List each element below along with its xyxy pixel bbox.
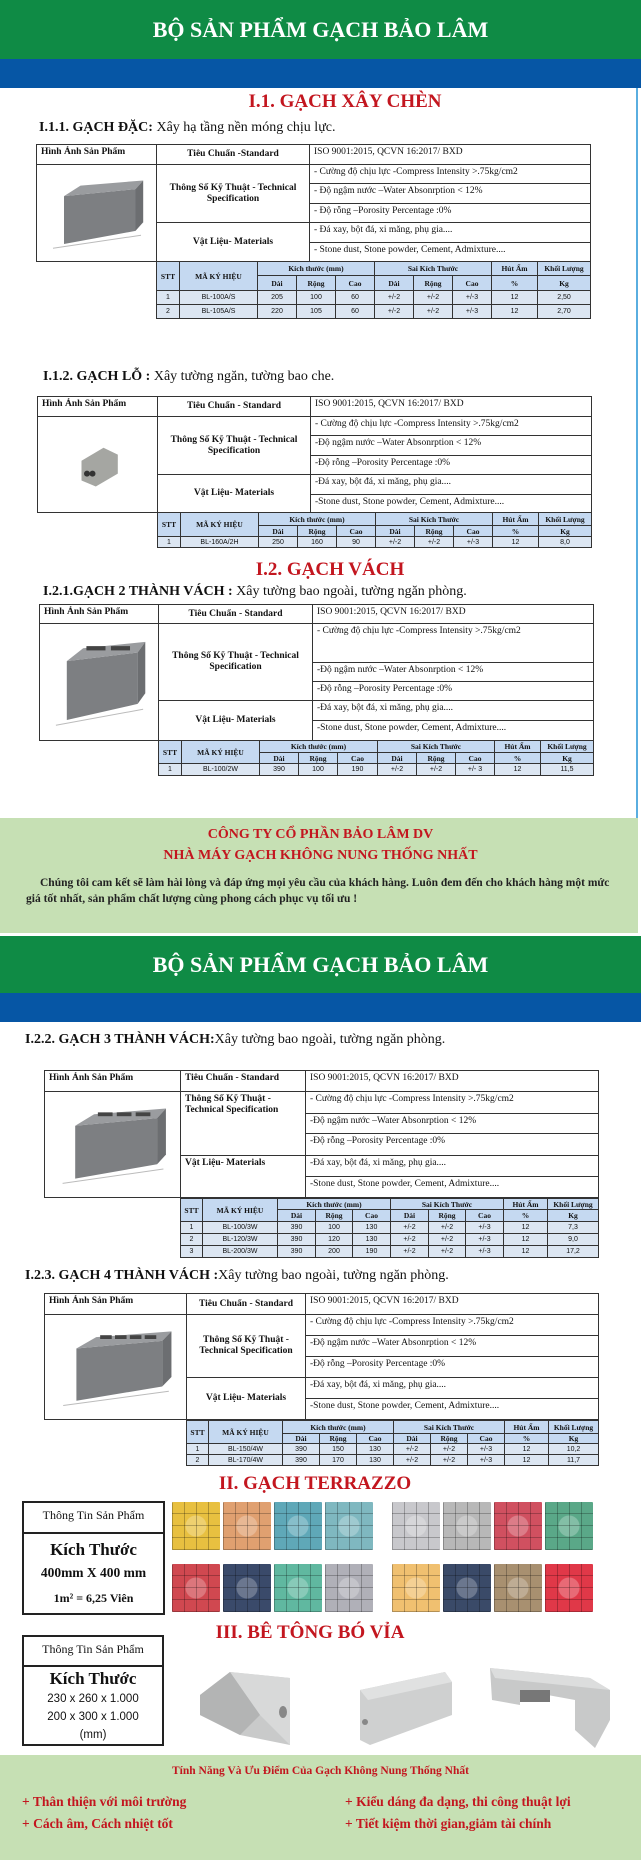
spec-cell: +/-3	[465, 1221, 504, 1234]
spec-header-stt: STT	[180, 1198, 203, 1222]
materials-label-cell: Vật Liệu- Materials	[157, 474, 311, 513]
spec-header-size: Kích thước (mm)	[257, 261, 375, 276]
materials-label-cell: Vật Liệu- Materials	[158, 700, 313, 741]
section-title-ii: II. GẠCH TERRAZZO	[218, 1473, 412, 1494]
spec-subheader: Dài	[259, 752, 299, 764]
spec-value-cell: ISO 9001:2015, QCVN 16:2017/ BXD	[310, 396, 592, 417]
spec-header-code: MÃ KÝ HIỆU	[180, 512, 259, 537]
section-title-i1: I.1. GẠCH XÂY CHÈN	[248, 91, 442, 112]
spec-cell: 17,2	[547, 1245, 599, 1258]
terrazzo-tile	[392, 1564, 440, 1612]
spec-subheader: Dài	[277, 1209, 316, 1222]
spec-cell: 250	[258, 536, 298, 548]
brick-image	[43, 422, 153, 508]
terrazzo-tile	[545, 1564, 593, 1612]
spec-value-cell: -Độ ngậm nước –Water Absonrption < 12%	[312, 662, 594, 682]
spec-cell: +/-2	[377, 763, 417, 776]
spec-value-cell: -Stone dust, Stone powder, Cement, Admixture....	[312, 720, 594, 741]
heading-code: I.2.3. GẠCH 4 THÀNH VÁCH :	[25, 1268, 219, 1283]
spec-cell: 2,70	[537, 304, 591, 319]
spec-cell: +/-2	[375, 536, 415, 548]
spec-cell: +/-2	[428, 1245, 466, 1258]
spec-cell: BL-160A/2H	[180, 536, 259, 548]
spec-value-cell: ISO 9001:2015, QCVN 16:2017/ BXD	[309, 144, 591, 165]
spec-cell: +/-2	[413, 304, 453, 319]
feature-item: + Tiết kiệm thời gian,giảm tài chính	[345, 1816, 552, 1831]
spec-value-cell: -Độ rỗng –Porosity Percentage :0%	[310, 455, 592, 475]
spec-cell: 10,2	[548, 1443, 599, 1455]
spec-cell: 170	[319, 1454, 357, 1466]
image-header-cell: Hình Ảnh Sản Phẩm	[36, 144, 157, 165]
spec-cell: BL-100A/S	[179, 290, 258, 305]
terrazzo-tile	[325, 1502, 373, 1550]
spec-cell: +/-3	[452, 290, 492, 305]
spec-cell: 12	[491, 290, 538, 305]
spec-cell: 190	[337, 763, 378, 776]
spec-header-absorption: Hút Ẩm	[504, 1420, 549, 1434]
spec-value-cell: - Stone dust, Stone powder, Cement, Admixture....	[309, 242, 591, 262]
terrazzo-tile	[392, 1502, 440, 1550]
spec-cell: +/-2	[428, 1233, 466, 1246]
spec-value-cell: - Cường độ chịu lực -Compress Intensity >.75kg/cm2	[305, 1091, 599, 1114]
spec-cell: BL-200/3W	[202, 1245, 278, 1258]
spec-value-cell: - Độ ngậm nước –Water Absonrption < 12%	[309, 183, 591, 204]
spec-header-code: MÃ KÝ HIỆU	[208, 1420, 283, 1444]
spec-value-cell: ISO 9001:2015, QCVN 16:2017/ BXD	[312, 604, 594, 624]
spec-cell: 60	[335, 290, 375, 305]
spec-cell: 160	[297, 536, 337, 548]
spec-value-cell: -Độ rỗng –Porosity Percentage :0%	[305, 1356, 599, 1378]
spec-header-weight: Khối Lượng	[540, 740, 594, 753]
spec-cell: 2	[180, 1233, 203, 1246]
spec-subheader: Cao	[356, 1433, 394, 1444]
heading-desc: Xây tường bao ngoài, tường ngăn phòng.	[214, 1032, 446, 1047]
spec-subheader: Rộng	[414, 525, 454, 537]
terrazzo-tile	[325, 1564, 373, 1612]
section-heading	[25, 1267, 449, 1285]
terrazzo-tile	[545, 1502, 593, 1550]
section-heading	[39, 119, 336, 137]
spec-subheader: Dài	[377, 752, 417, 764]
spec-cell: 1	[158, 763, 182, 776]
spec-cell: 150	[319, 1443, 357, 1455]
spec-subheader: Cao	[352, 1209, 391, 1222]
spec-cell: 12	[494, 763, 541, 776]
spec-cell: +/-2	[393, 1443, 431, 1455]
spec-label-cell: Thông Số Kỹ Thuật - Technical Specification	[158, 623, 313, 701]
spec-subheader: Cao	[467, 1433, 505, 1444]
heading-code: I.1.1. GẠCH ĐẶC:	[39, 120, 153, 135]
spec-cell: +/-2	[413, 290, 453, 305]
terrazzo-tile	[443, 1502, 491, 1550]
curb-size-label: Kích Thước	[49, 1669, 137, 1688]
standard-label-cell: Tiêu Chuẩn - Standard	[180, 1070, 306, 1092]
spec-cell: 8,0	[538, 536, 592, 548]
image-header-cell: Hình Ảnh Sản Phẩm	[44, 1070, 181, 1092]
spec-subheader: %	[504, 1433, 549, 1444]
heading-desc: Xây tường ngăn, tường bao che.	[150, 369, 335, 384]
spec-cell: 390	[282, 1443, 320, 1455]
spec-subheader: Dài	[257, 275, 297, 291]
product-image-cell	[39, 623, 159, 741]
heading-desc: Xây tường bao ngoài, tường ngăn phòng.	[232, 584, 467, 599]
terrazzo-size: 400mm X 400 mm	[40, 1565, 147, 1580]
spec-cell: 12	[492, 536, 539, 548]
spec-label-cell: Thông Số Kỹ Thuật - Technical Specification	[157, 416, 311, 475]
spec-header-stt: STT	[186, 1420, 209, 1444]
spec-cell: BL-120/3W	[202, 1233, 278, 1246]
spec-header-tolerance: Sai Kích Thước	[374, 261, 492, 276]
spec-cell: 1	[180, 1221, 203, 1234]
terrazzo-per-m2: 1m² = 6,25 Viên	[53, 1591, 134, 1605]
spec-cell: 9,0	[547, 1233, 599, 1246]
spec-cell: 12	[504, 1454, 549, 1466]
product-image-cell	[44, 1091, 181, 1198]
spec-subheader: Rộng	[297, 525, 337, 537]
spec-cell: BL-100/3W	[202, 1221, 278, 1234]
spec-subheader: Kg	[548, 1433, 599, 1444]
spec-subheader: Kg	[540, 752, 594, 764]
spec-subheader: Rộng	[298, 752, 338, 764]
spec-value-cell: -Độ ngậm nước –Water Absonrption < 12%	[310, 435, 592, 456]
spec-cell: 200	[315, 1245, 353, 1258]
spec-header-tolerance: Sai Kích Thước	[393, 1420, 505, 1434]
curb-straight-image	[360, 1672, 452, 1745]
terrazzo-tile	[172, 1564, 220, 1612]
spec-cell: 130	[356, 1454, 394, 1466]
spec-cell: 60	[335, 304, 375, 319]
header-title: BỘ SẢN PHẨM GẠCH BẢO LÂM	[152, 17, 489, 42]
section-heading	[43, 583, 467, 601]
spec-subheader: %	[491, 275, 538, 291]
materials-label-cell: Vật Liệu- Materials	[156, 222, 310, 262]
spec-subheader: Dài	[258, 525, 298, 537]
spec-subheader: %	[494, 752, 541, 764]
spec-subheader: Dài	[375, 525, 415, 537]
terrazzo-tile	[274, 1564, 322, 1612]
spec-header-stt: STT	[156, 261, 180, 291]
spec-header-stt: STT	[157, 512, 181, 537]
spec-value-cell: - Cường độ chịu lực -Compress Intensity >.75kg/cm2	[312, 623, 594, 663]
spec-header-absorption: Hút Ẩm	[494, 740, 541, 753]
brick-image	[50, 1097, 176, 1193]
spec-cell: 3	[180, 1245, 203, 1258]
spec-value-cell: - Cường độ chịu lực -Compress Intensity >.75kg/cm2	[305, 1314, 599, 1336]
terrazzo-tile	[443, 1564, 491, 1612]
standard-label-cell: Tiêu Chuẩn - Standard	[186, 1293, 306, 1315]
spec-subheader: Cao	[455, 752, 495, 764]
terrazzo-tile	[494, 1564, 542, 1612]
spec-cell: 120	[315, 1233, 353, 1246]
spec-value-cell: -Độ ngậm nước –Water Absonrption < 12%	[305, 1113, 599, 1134]
spec-cell: 390	[277, 1221, 316, 1234]
spec-subheader: Dài	[390, 1209, 429, 1222]
header-blue-band-2	[0, 993, 641, 1022]
standard-label-cell: Tiêu Chuẩn - Standard	[158, 604, 313, 624]
spec-subheader: Rộng	[413, 275, 453, 291]
terrazzo-size-label: Kích Thước	[50, 1540, 137, 1559]
spec-cell: 12	[503, 1245, 548, 1258]
spec-cell: 1	[156, 290, 180, 305]
feature-item: + Thân thiện với môi trường	[22, 1794, 187, 1809]
spec-subheader: Rộng	[296, 275, 336, 291]
spec-cell: +/-3	[452, 304, 492, 319]
spec-cell: 12	[503, 1221, 548, 1234]
spec-cell: 12	[491, 304, 538, 319]
spec-subheader: Cao	[452, 275, 492, 291]
spec-value-cell: - Cường độ chịu lực -Compress Intensity >.75kg/cm2	[310, 416, 592, 436]
spec-subheader: Cao	[337, 752, 378, 764]
heading-desc: Xây tường bao ngoài, tường ngăn phòng.	[218, 1268, 449, 1283]
spec-subheader: Dài	[282, 1433, 320, 1444]
terrazzo-info-label: Thông Tin Sản Phẩm	[42, 1508, 145, 1522]
spec-cell: 90	[336, 536, 376, 548]
image-header-cell: Hình Ảnh Sản Phẩm	[37, 396, 158, 417]
spec-header-size: Kích thước (mm)	[259, 740, 378, 753]
terrazzo-divider	[22, 1532, 165, 1534]
header-blue-band	[0, 59, 641, 88]
spec-cell: 390	[277, 1245, 316, 1258]
spec-cell: 390	[282, 1454, 320, 1466]
image-header-cell: Hình Ảnh Sản Phẩm	[44, 1293, 187, 1315]
spec-cell: 130	[356, 1443, 394, 1455]
company-message: Chúng tôi cam kết sẽ làm hài lòng và đáp ứng mọi yêu cầu của khách hàng. Luôn đem đến cho khách hàng một mức giá tốt nhất, sản phẩm chất lượng cùng phong cách phục vụ tối ưu !	[26, 877, 610, 905]
spec-cell: BL-105A/S	[179, 304, 258, 319]
heading-code: I.2.1.GẠCH 2 THÀNH VÁCH :	[43, 584, 233, 599]
spec-value-cell: - Đá xay, bột đá, xi măng, phụ gia....	[309, 222, 591, 243]
spec-cell: +/-2	[390, 1245, 429, 1258]
spec-cell: 2	[156, 304, 180, 319]
spec-cell: 1	[157, 536, 181, 548]
spec-header-code: MÃ KÝ HIỆU	[181, 740, 260, 764]
spec-header-size: Kích thước (mm)	[282, 1420, 394, 1434]
curb-size-1: 230 x 260 x 1.000	[47, 1693, 139, 1705]
spec-cell: 130	[352, 1221, 391, 1234]
company-name: CÔNG TY CỔ PHẦN BẢO LÂM DV	[207, 827, 434, 842]
spec-cell: +/-2	[414, 536, 454, 548]
spec-cell: +/-2	[393, 1454, 431, 1466]
spec-label-cell: Thông Số Kỹ Thuật - Technical Specification	[156, 164, 310, 223]
terrazzo-tile	[223, 1502, 271, 1550]
spec-cell: +/-3	[467, 1443, 505, 1455]
spec-cell: +/-3	[465, 1233, 504, 1246]
spec-cell: +/-2	[428, 1221, 466, 1234]
curb-size-unit: (mm)	[79, 1729, 107, 1741]
terrazzo-tile	[172, 1502, 220, 1550]
spec-cell: 100	[298, 763, 338, 776]
spec-value-cell: -Độ rỗng –Porosity Percentage :0%	[312, 681, 594, 701]
spec-cell: 11,7	[548, 1454, 599, 1466]
spec-value-cell: -Đá xay, bột đá, xi măng, phụ gia....	[305, 1155, 599, 1177]
spec-cell: BL-170/4W	[208, 1454, 283, 1466]
spec-label-cell: Thông Số Kỹ Thuật - Technical Specification	[180, 1091, 306, 1156]
brick-image	[50, 1320, 182, 1415]
spec-subheader: Kg	[538, 525, 592, 537]
curb-bridge-image	[490, 1668, 610, 1748]
terrazzo-tile	[274, 1502, 322, 1550]
image-header-cell: Hình Ảnh Sản Phẩm	[39, 604, 159, 624]
heading-code: I.1.2. GẠCH LỖ :	[43, 369, 151, 384]
product-image-cell	[37, 416, 158, 513]
spec-header-tolerance: Sai Kích Thước	[390, 1198, 504, 1210]
section-heading	[43, 368, 334, 386]
spec-cell: 7,3	[547, 1221, 599, 1234]
spec-value-cell: - Độ rỗng –Porosity Percentage :0%	[309, 203, 591, 223]
spec-cell: 205	[257, 290, 297, 305]
spec-cell: +/-2	[430, 1443, 468, 1455]
right-edge-line	[636, 88, 638, 818]
spec-subheader: Kg	[537, 275, 591, 291]
factory-name: NHÀ MÁY GẠCH KHÔNG NUNG THỐNG NHẤT	[163, 848, 478, 863]
spec-cell: 390	[277, 1233, 316, 1246]
spec-cell: 220	[257, 304, 297, 319]
heading-code: I.2.2. GẠCH 3 THÀNH VÁCH:	[25, 1032, 215, 1047]
spec-subheader: %	[492, 525, 539, 537]
spec-value-cell: -Stone dust, Stone powder, Cement, Admixture....	[305, 1398, 599, 1420]
spec-subheader: Rộng	[416, 752, 456, 764]
spec-header-code: MÃ KÝ HIỆU	[202, 1198, 278, 1222]
spec-cell: 1	[186, 1443, 209, 1455]
spec-cell: 100	[315, 1221, 353, 1234]
spec-cell: 2	[186, 1454, 209, 1466]
curb-images	[190, 1660, 630, 1750]
spec-subheader: Kg	[547, 1209, 599, 1222]
spec-cell: +/-3	[467, 1454, 505, 1466]
spec-subheader: Cao	[335, 275, 375, 291]
spec-header-tolerance: Sai Kích Thước	[375, 512, 493, 526]
curb-divider	[22, 1665, 164, 1667]
spec-cell: +/-2	[390, 1221, 429, 1234]
product-image-cell	[44, 1314, 187, 1420]
product-image-cell	[36, 164, 157, 262]
standard-label-cell: Tiêu Chuẩn - Standard	[157, 396, 311, 417]
spec-cell: +/-2	[390, 1233, 429, 1246]
spec-value-cell: -Đá xay, bột đá, xi măng, phụ gia....	[310, 474, 592, 495]
features-title: Tính Năng Và Ưu Điểm Của Gạch Không Nung Thống Nhất	[172, 1765, 469, 1777]
spec-subheader: Dài	[393, 1433, 431, 1444]
spec-header-stt: STT	[158, 740, 182, 764]
spec-subheader: Rộng	[428, 1209, 466, 1222]
spec-cell: +/-2	[416, 763, 456, 776]
spec-header-size: Kích thước (mm)	[258, 512, 376, 526]
terrazzo-tile	[494, 1502, 542, 1550]
section-title-iii: III. BÊ TÔNG BÓ VỈA	[215, 1622, 405, 1643]
spec-header-weight: Khối Lượng	[537, 261, 591, 276]
feature-item: + Kiểu dáng đa dạng, thi công thuật lợi	[345, 1794, 571, 1809]
spec-value-cell: -Đá xay, bột đá, xi măng, phụ gia....	[312, 700, 594, 721]
heading-desc: Xây hạ tầng nền móng chịu lực.	[152, 120, 336, 135]
spec-header-size: Kích thước (mm)	[277, 1198, 391, 1210]
spec-label-cell: Thông Số Kỹ Thuật - Technical Specification	[186, 1314, 306, 1378]
spec-subheader: %	[503, 1209, 548, 1222]
spec-value-cell: -Stone dust, Stone powder, Cement, Admixture....	[305, 1176, 599, 1198]
header-title-2: BỘ SẢN PHẨM GẠCH BẢO LÂM	[152, 952, 489, 977]
spec-subheader: Rộng	[319, 1433, 357, 1444]
brick-image	[42, 170, 152, 257]
feature-item: + Cách âm, Cách nhiệt tốt	[22, 1816, 173, 1831]
spec-header-code: MÃ KÝ HIỆU	[179, 261, 258, 291]
spec-cell: 100	[296, 290, 336, 305]
spec-cell: +/-3	[465, 1245, 504, 1258]
curb-triangular-image	[200, 1672, 290, 1745]
spec-subheader: Cao	[465, 1209, 504, 1222]
spec-cell: 12	[504, 1443, 549, 1455]
spec-cell: 2,50	[537, 290, 591, 305]
spec-cell: 190	[352, 1245, 391, 1258]
curb-size-2: 200 x 300 x 1.000	[47, 1711, 139, 1723]
brick-image	[45, 629, 154, 736]
spec-value-cell: -Stone dust, Stone powder, Cement, Admixture....	[310, 494, 592, 513]
spec-value-cell: -Độ rỗng –Porosity Percentage :0%	[305, 1133, 599, 1156]
spec-cell: +/-2	[430, 1454, 468, 1466]
spec-cell: +/-2	[374, 304, 414, 319]
spec-cell: BL-150/4W	[208, 1443, 283, 1455]
materials-label-cell: Vật Liệu- Materials	[186, 1377, 306, 1420]
spec-subheader: Cao	[336, 525, 376, 537]
spec-cell: +/-3	[453, 536, 493, 548]
materials-label-cell: Vật Liệu- Materials	[180, 1155, 306, 1198]
spec-value-cell: - Cường độ chịu lực -Compress Intensity >.75kg/cm2	[309, 164, 591, 184]
spec-cell: +/- 3	[455, 763, 495, 776]
spec-cell: 11,5	[540, 763, 594, 776]
curb-info-label: Thông Tin Sản Phẩm	[42, 1642, 144, 1656]
standard-label-cell: Tiêu Chuẩn -Standard	[156, 144, 310, 165]
spec-cell: 130	[352, 1233, 391, 1246]
spec-value-cell: ISO 9001:2015, QCVN 16:2017/ BXD	[305, 1293, 599, 1315]
spec-cell: 12	[503, 1233, 548, 1246]
section-title-i2: I.2. GẠCH VÁCH	[255, 559, 405, 580]
spec-header-absorption: Hút Ẩm	[492, 512, 539, 526]
spec-cell: 105	[296, 304, 336, 319]
spec-header-weight: Khối Lượng	[547, 1198, 599, 1210]
spec-header-tolerance: Sai Kích Thước	[377, 740, 495, 753]
spec-subheader: Cao	[453, 525, 493, 537]
spec-header-weight: Khối Lượng	[538, 512, 592, 526]
spec-cell: 390	[259, 763, 299, 776]
spec-subheader: Rộng	[315, 1209, 353, 1222]
spec-value-cell: -Độ ngậm nước –Water Absonrption < 12%	[305, 1335, 599, 1357]
spec-subheader: Dài	[374, 275, 414, 291]
spec-header-weight: Khối Lượng	[548, 1420, 599, 1434]
terrazzo-tile	[223, 1564, 271, 1612]
spec-cell: BL-100/2W	[181, 763, 260, 776]
spec-cell: +/-2	[374, 290, 414, 305]
spec-value-cell: -Đá xay, bột đá, xi măng, phụ gia....	[305, 1377, 599, 1399]
spec-value-cell: ISO 9001:2015, QCVN 16:2017/ BXD	[305, 1070, 599, 1092]
section-heading	[25, 1031, 445, 1049]
spec-subheader: Rộng	[430, 1433, 468, 1444]
spec-header-absorption: Hút Ẩm	[503, 1198, 548, 1210]
spec-header-absorption: Hút Ẩm	[491, 261, 538, 276]
